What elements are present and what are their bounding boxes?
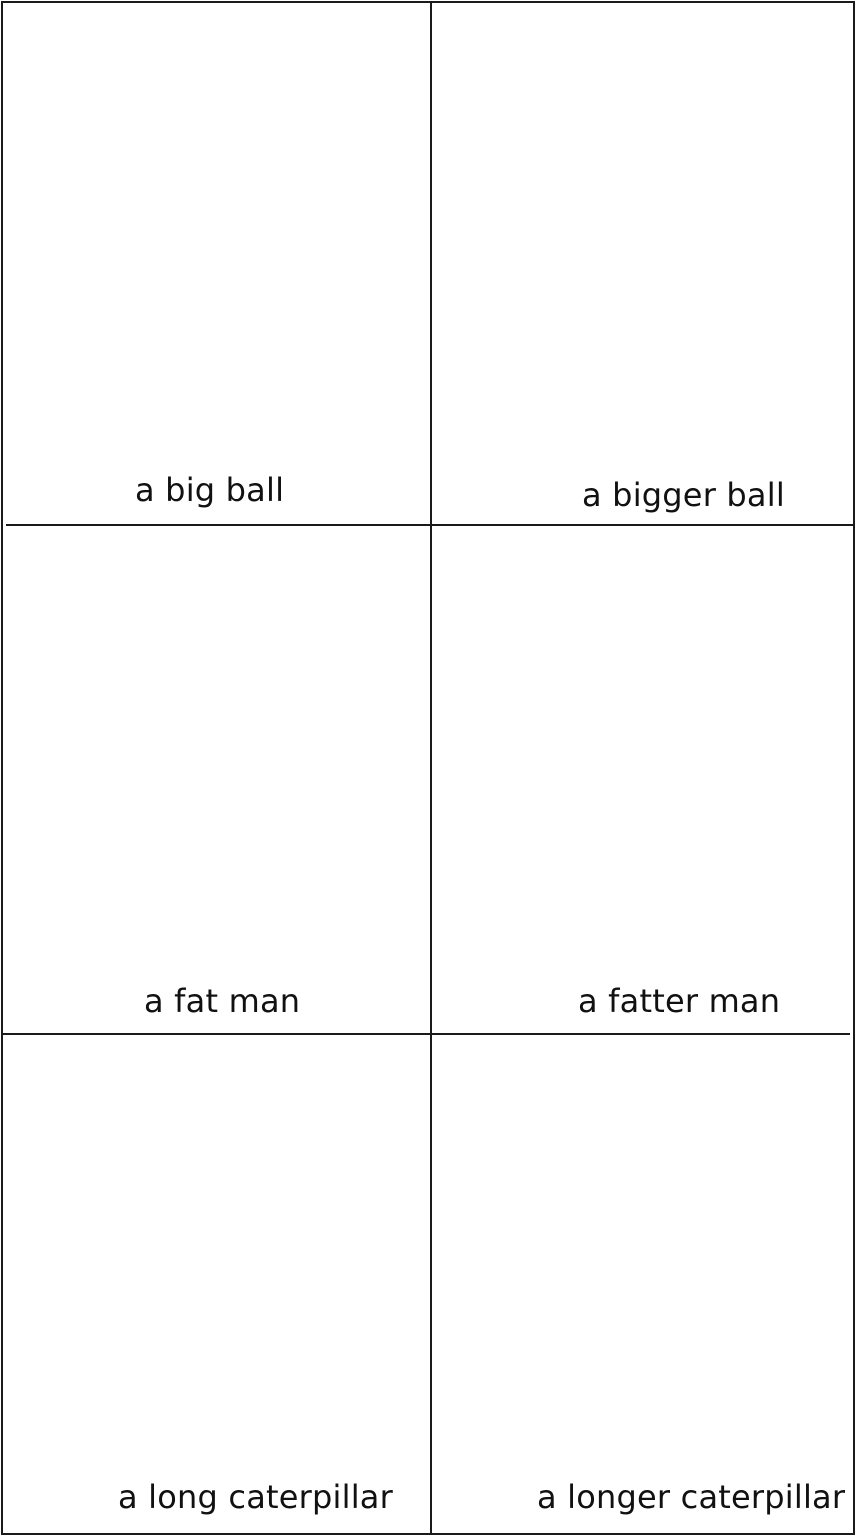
border-top — [1, 1, 854, 3]
column-divider — [430, 1, 432, 1535]
border-bottom — [1, 1533, 854, 1535]
caption-fat-man: a fat man — [144, 982, 301, 1020]
caption-big-ball: a big ball — [135, 471, 285, 509]
row-divider-2 — [2, 1033, 850, 1035]
border-left — [1, 1, 3, 1535]
row-divider-1 — [6, 524, 854, 526]
caption-longer-caterpillar: a longer caterpillar — [537, 1478, 846, 1516]
caption-bigger-ball: a bigger ball — [582, 476, 785, 514]
caption-long-caterpillar: a long caterpillar — [118, 1478, 393, 1516]
border-right — [853, 1, 855, 1535]
caption-fatter-man: a fatter man — [578, 982, 781, 1020]
